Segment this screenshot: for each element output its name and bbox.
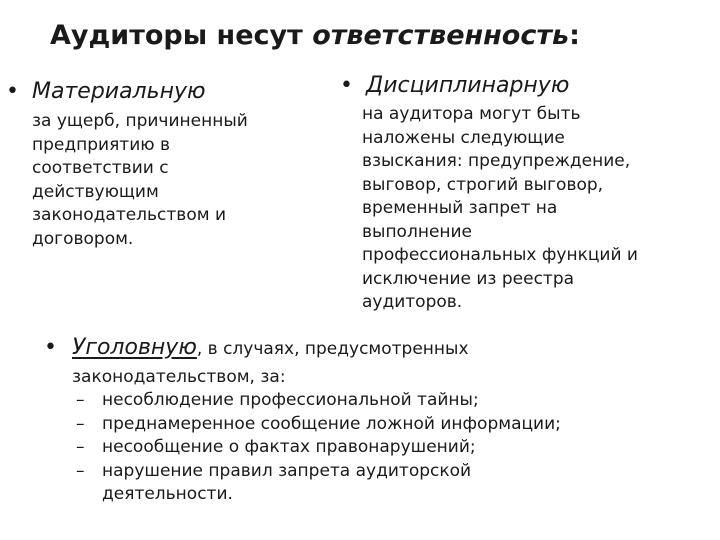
- list-item-text: несообщение о фактах правонарушений;: [102, 437, 476, 458]
- list-item: [76, 413, 561, 437]
- list-item: [76, 436, 561, 460]
- criminal-comma: ,: [196, 339, 203, 359]
- criminal-lead: законодательством, за:: [72, 367, 286, 387]
- disciplinary-heading: Дисциплинарную: [366, 73, 570, 98]
- disciplinary-bullet: •: [340, 73, 353, 98]
- dash-marker: –: [76, 390, 85, 410]
- criminal-list: [76, 389, 561, 507]
- disciplinary-text: на аудитора могут быть наложены следующие взыскания: предупреждение, выговор, строгий выговор, временный запрет на выполнение профессиональных функций и исключение из реестра аудиторов.: [362, 104, 638, 312]
- list-item-text: нарушение правил запрета аудиторской деятельности.: [102, 460, 472, 505]
- title-suffix: :: [569, 20, 580, 51]
- list-item-text: преднамеренное сообщение ложной информации;: [102, 413, 561, 434]
- criminal-bullet: •: [44, 335, 57, 360]
- criminal-heading-row: [44, 335, 469, 362]
- material-heading: Материальную: [32, 79, 206, 104]
- material-bullet: •: [6, 79, 19, 104]
- dash-marker: –: [76, 437, 85, 458]
- disciplinary-heading-row: [340, 71, 569, 101]
- material-heading-row: [6, 77, 206, 107]
- title-emphasis: ответственность: [312, 20, 570, 51]
- list-item: [76, 389, 561, 413]
- slide-title: [50, 16, 580, 56]
- title-prefix: Аудиторы несут: [50, 20, 303, 51]
- list-item-text: несоблюдение профессиональной тайны;: [102, 390, 479, 410]
- list-item: [76, 460, 561, 507]
- criminal-tail: в случаях, предусмотренных: [202, 339, 469, 359]
- criminal-heading: Уголовную: [72, 335, 197, 360]
- dash-marker: –: [76, 413, 85, 434]
- dash-marker: –: [76, 460, 85, 481]
- material-text: за ущерб, причиненный предприятию в соответствии с действующим законодательством и договором.: [32, 111, 248, 249]
